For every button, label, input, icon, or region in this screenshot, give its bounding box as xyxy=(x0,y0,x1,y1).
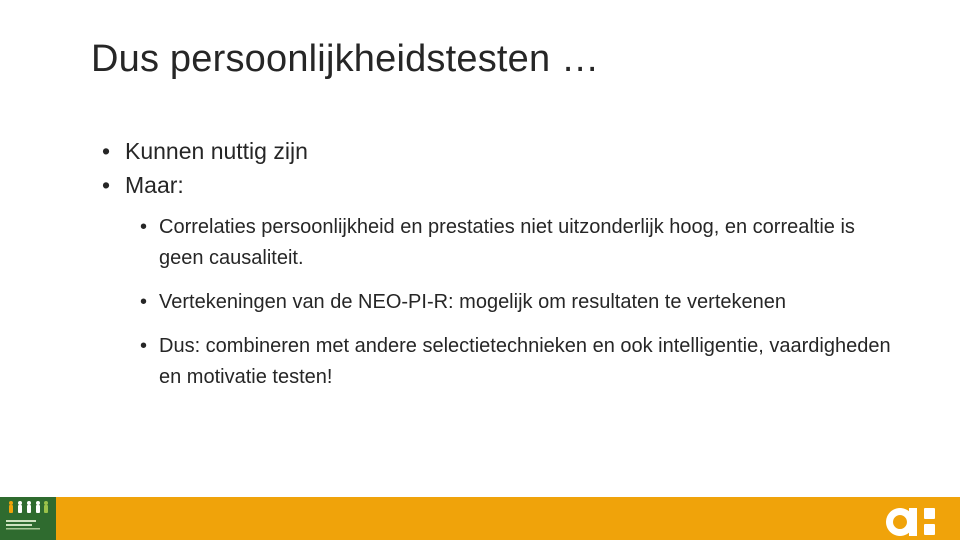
bullet-text: Kunnen nuttig zijn xyxy=(125,138,308,164)
sub-bullet-text: Dus: combineren met andere selectietechnieken en ook intelligentie, vaardigheden en motivatie testen! xyxy=(159,335,891,388)
bullet-marker: • xyxy=(140,291,148,313)
bullet-text: Maar: xyxy=(125,172,184,198)
sub-bullet-item xyxy=(140,331,902,393)
bullet-marker: • xyxy=(102,138,111,164)
logo-text-lines-icon xyxy=(6,519,46,533)
bullet-item xyxy=(102,134,902,168)
sub-bullet-text: Vertekeningen van de NEO-PI-R: mogelijk om resultaten te vertekenen xyxy=(159,291,786,313)
sub-bullet-text: Correlaties persoonlijkheid en prestaties niet uitzonderlijk hoog, en correaltie is geen causaliteit. xyxy=(159,216,855,269)
people-logo-icon xyxy=(0,497,56,540)
footer-bar xyxy=(0,497,960,540)
ai-brand-logo-icon xyxy=(880,500,950,538)
bullet-marker: • xyxy=(102,172,111,198)
sub-bullet-list xyxy=(140,212,902,393)
sub-bullet-item xyxy=(140,287,902,318)
bullet-item xyxy=(102,168,902,202)
bullet-marker: • xyxy=(140,335,148,357)
sub-bullet-item xyxy=(140,212,902,274)
people-figures-icon xyxy=(6,500,50,514)
slide-title: Dus persoonlijkheidstesten … xyxy=(91,38,600,80)
bullet-marker: • xyxy=(140,216,148,238)
bullet-list xyxy=(102,134,902,406)
